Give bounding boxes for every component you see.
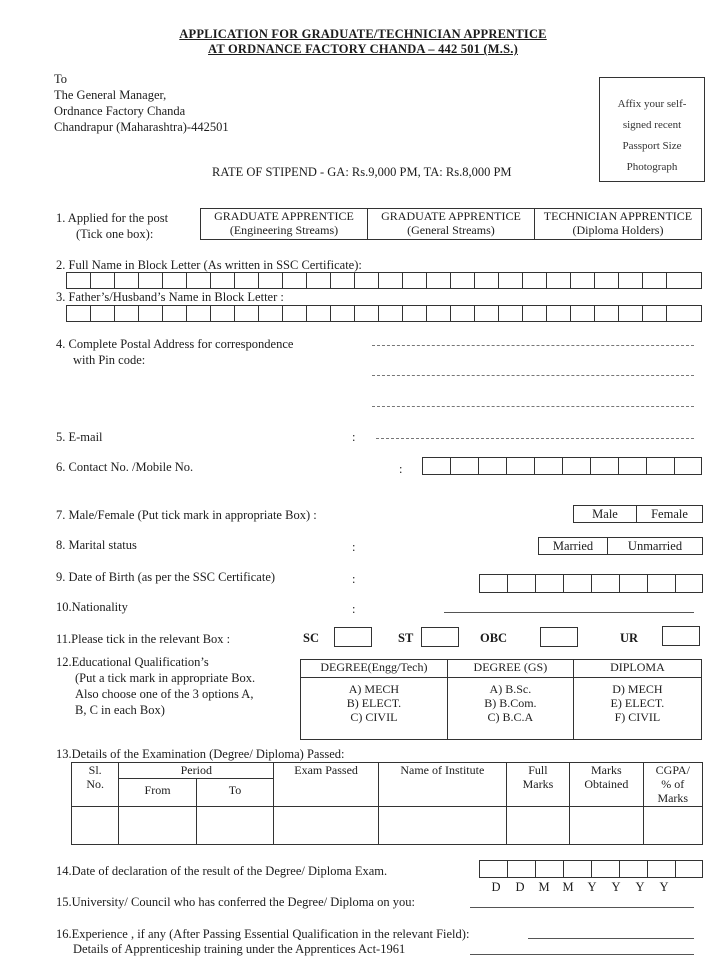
gender-male-option[interactable]: Male	[574, 506, 637, 522]
exam-row-cell[interactable]	[72, 807, 119, 845]
qualification-table	[300, 659, 702, 740]
qual-option-c-bca[interactable]: C) B.C.A	[487, 710, 534, 724]
q1-sublabel: (Tick one box):	[76, 227, 154, 241]
q8-label: 8. Marital status	[56, 538, 137, 552]
q5-label: 5. E-mail	[56, 430, 103, 444]
qual-head-diploma: DIPLOMA	[573, 660, 701, 678]
address-line3: Chandrapur (Maharashtra)-442501	[54, 120, 229, 134]
q14-label: 14.Date of declaration of the result of the Degree/ Diploma Exam.	[56, 864, 388, 878]
father-name-field[interactable]	[66, 305, 702, 322]
exam-row-cell[interactable]	[506, 807, 569, 845]
category-ur-checkbox[interactable]	[662, 626, 700, 646]
exam-row-cell[interactable]	[119, 807, 196, 845]
col-institute: Name of Institute	[378, 763, 506, 807]
col-period-to: To	[196, 779, 273, 807]
full-name-field[interactable]	[66, 272, 702, 289]
photo-text-4: Photograph	[626, 161, 678, 173]
q10-label: 10.Nationality	[56, 600, 128, 614]
address-line-field-2[interactable]	[372, 375, 694, 376]
q12-instruction-3: B, C in each Box)	[75, 703, 165, 717]
q12-label: 12.Educational Qualification’s	[56, 655, 209, 669]
qual-option-e-elect[interactable]: E) ELECT.	[610, 696, 665, 710]
address-to: To	[54, 72, 68, 86]
post-option-graduate-general[interactable]: GRADUATE APPRENTICE (General Streams)	[367, 209, 534, 240]
marital-married-option[interactable]: Married	[539, 538, 608, 554]
address-line-field-3[interactable]	[372, 406, 694, 407]
qual-option-b-elect[interactable]: B) ELECT.	[346, 696, 402, 710]
photo-text-3: Passport Size	[622, 140, 682, 152]
q10-colon: :	[352, 602, 356, 616]
form-title-line2: AT ORDNANCE FACTORY CHANDA – 442 501 (M.S.)	[208, 42, 518, 56]
mobile-number-field[interactable]	[422, 457, 702, 475]
q12-instruction-1: (Put a tick mark in appropriate Box.	[75, 671, 256, 685]
q4-label: 4. Complete Postal Address for correspondence	[56, 337, 294, 351]
q1-label: 1. Applied for the post	[56, 211, 169, 225]
photo-box	[599, 77, 705, 182]
address-line2: Ordnance Factory Chanda	[54, 104, 186, 118]
q5-colon: :	[352, 430, 356, 444]
result-date-field[interactable]	[479, 860, 703, 878]
qual-option-c-civil[interactable]: C) CIVIL	[350, 710, 398, 724]
exam-row-cell[interactable]	[196, 807, 273, 845]
email-field[interactable]	[376, 438, 694, 439]
col-period: Period	[119, 763, 274, 779]
nationality-field[interactable]	[444, 612, 694, 613]
qual-option-d-mech[interactable]: D) MECH	[612, 682, 663, 696]
qual-option-f-civil[interactable]: F) CIVIL	[614, 710, 661, 724]
qual-cell-degree-gs[interactable]	[447, 678, 573, 740]
address-line-field-1[interactable]	[372, 345, 694, 346]
qual-cell-diploma[interactable]	[573, 678, 701, 740]
q13-label: 13.Details of the Examination (Degree/ Diploma) Passed:	[56, 747, 345, 761]
gender-options	[573, 505, 703, 523]
post-option-graduate-engg[interactable]: GRADUATE APPRENTICE (Engineering Streams)	[201, 209, 368, 240]
address-line1: The General Manager,	[54, 88, 167, 102]
q16-label: 16.Experience , if any (After Passing Essential Qualification in the relevant Field):	[56, 927, 470, 941]
marital-options	[538, 537, 703, 555]
q6-colon: :	[399, 462, 403, 476]
col-period-from: From	[119, 779, 196, 807]
col-exam-passed: Exam Passed	[274, 763, 379, 807]
category-ur-label: UR	[620, 631, 639, 645]
q15-label: 15.University/ Council who has conferred the Degree/ Diploma on you:	[56, 895, 415, 909]
q2-label: 2. Full Name in Block Letter (As written in SSC Certificate):	[56, 258, 362, 272]
category-sc-label: SC	[303, 631, 319, 645]
exam-row-cell[interactable]	[643, 807, 702, 845]
photo-text-1: Affix your self-	[617, 98, 687, 110]
col-marks-obtained: Marks Obtained	[570, 763, 643, 807]
exam-row-cell[interactable]	[274, 807, 379, 845]
category-st-label: ST	[398, 631, 414, 645]
exam-row-cell[interactable]	[378, 807, 506, 845]
col-sl-no: Sl. No.	[72, 763, 119, 807]
qual-option-a-bsc[interactable]: A) B.Sc.	[489, 682, 532, 696]
qual-option-a-mech[interactable]: A) MECH	[348, 682, 400, 696]
date-format-legend: D D M M Y Y Y Y	[491, 880, 669, 894]
post-options-table	[200, 208, 702, 240]
exam-details-table	[71, 762, 703, 845]
q4-sublabel: with Pin code:	[73, 353, 146, 367]
q8-colon: :	[352, 540, 356, 554]
gender-female-option[interactable]: Female	[651, 507, 688, 521]
q9-colon: :	[352, 572, 356, 586]
experience-field-1[interactable]	[528, 938, 694, 939]
marital-unmarried-option[interactable]: Unmarried	[627, 539, 683, 553]
q16-sublabel: Details of Apprenticeship training under the Apprentices Act-1961	[73, 942, 406, 956]
q9-label: 9. Date of Birth (as per the SSC Certificate)	[56, 570, 276, 584]
category-obc-checkbox[interactable]	[540, 627, 578, 647]
col-cgpa: CGPA/ % of Marks	[643, 763, 702, 807]
q6-label: 6. Contact No. /Mobile No.	[56, 460, 194, 474]
category-obc-label: OBC	[480, 631, 508, 645]
qual-head-degree-engg: DEGREE(Engg/Tech)	[301, 660, 448, 678]
q3-label: 3. Father’s/Husband’s Name in Block Letter :	[56, 290, 284, 304]
q7-label: 7. Male/Female (Put tick mark in appropriate Box) :	[56, 508, 317, 522]
qual-head-degree-gs: DEGREE (GS)	[447, 660, 573, 678]
qual-option-b-bcom[interactable]: B) B.Com.	[484, 696, 537, 710]
q12-instruction-2: Also choose one of the 3 options A,	[75, 687, 254, 701]
col-full-marks: Full Marks	[506, 763, 569, 807]
exam-row-cell[interactable]	[570, 807, 643, 845]
qual-cell-degree-engg[interactable]	[301, 678, 448, 740]
form-title-line1: APPLICATION FOR GRADUATE/TECHNICIAN APPRENTICE	[179, 27, 547, 41]
category-sc-checkbox[interactable]	[334, 627, 372, 647]
stipend-rate: RATE OF STIPEND - GA: Rs.9,000 PM, TA: Rs.8,000 PM	[212, 165, 512, 179]
photo-text-2: signed recent	[622, 119, 682, 131]
university-field[interactable]	[470, 907, 694, 908]
experience-field-2[interactable]	[470, 954, 694, 955]
category-st-checkbox[interactable]	[421, 627, 459, 647]
q11-label: 11.Please tick in the relevant Box :	[56, 632, 231, 646]
post-option-technician[interactable]: TECHNICIAN APPRENTICE (Diploma Holders)	[534, 209, 701, 240]
dob-field[interactable]	[479, 574, 703, 593]
